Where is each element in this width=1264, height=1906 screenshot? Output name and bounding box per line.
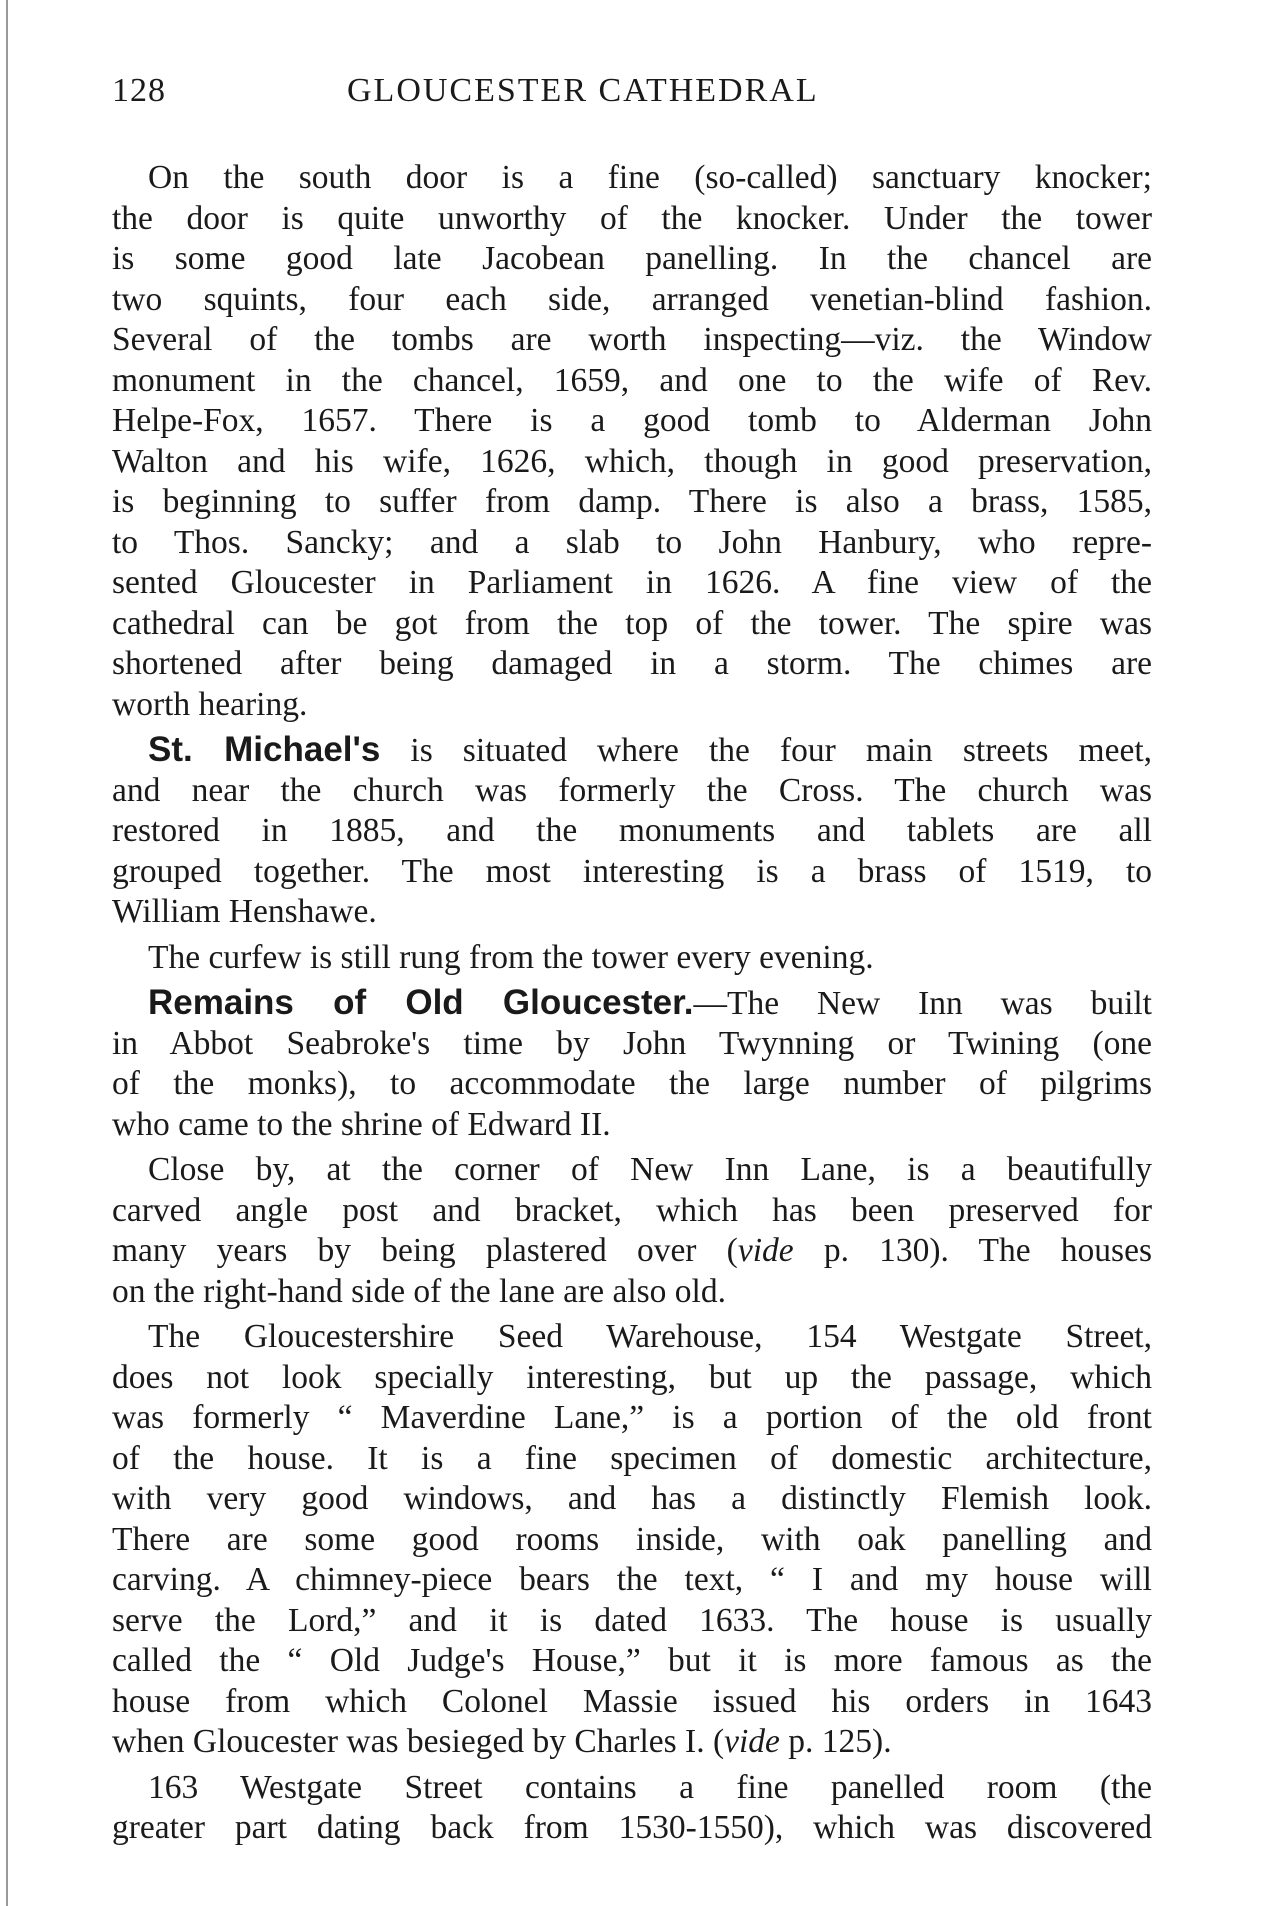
text-run: p. 125). bbox=[779, 1723, 892, 1760]
text-line: with very good windows, and has a distinctly Flemish look. bbox=[112, 1480, 1152, 1517]
paragraph-163-westgate bbox=[112, 1768, 1152, 1849]
text-line: on the right-hand side of the lane are also old. bbox=[112, 1272, 726, 1310]
text-line bbox=[112, 983, 1152, 1024]
paragraph-st-michaels bbox=[112, 730, 1152, 933]
text-run: p. 130). The houses bbox=[793, 1232, 1152, 1269]
text-line: William Henshawe. bbox=[112, 893, 377, 930]
page-header bbox=[112, 72, 1152, 122]
text-line: 163 Westgate Street contains a fine panelled room (the bbox=[148, 1768, 1152, 1806]
text-line bbox=[112, 1231, 1152, 1272]
text-line: of the monks), to accommodate the large number of pilgrims bbox=[112, 1065, 1152, 1102]
body-text bbox=[112, 158, 1152, 1849]
text-line bbox=[112, 730, 1152, 771]
text-line: greater part dating back from 1530-1550), which was discovered bbox=[112, 1809, 1152, 1846]
text-line: monument in the chancel, 1659, and one to the wife of Rev. bbox=[112, 361, 1152, 399]
text-line: worth hearing. bbox=[112, 685, 308, 723]
text-line: in Abbot Seabroke's time by John Twynning or Twining (one bbox=[112, 1024, 1152, 1062]
text-run: —The New Inn was built bbox=[693, 985, 1152, 1022]
text-line: shortened after being damaged in a storm. The chimes are bbox=[112, 645, 1152, 682]
text-line: There are some good rooms inside, with oak panelling and bbox=[112, 1520, 1152, 1558]
text-line: the door is quite unworthy of the knocker. Under the tower bbox=[112, 199, 1152, 237]
text-line: The curfew is still rung from the tower every evening. bbox=[148, 938, 874, 976]
paragraph-curfew bbox=[112, 938, 1152, 979]
text-run: when Gloucester was besieged by Charles I. ( bbox=[112, 1723, 725, 1760]
text-line: was formerly “ Maverdine Lane,” is a portion of the old front bbox=[112, 1399, 1152, 1436]
text-line: two squints, four each side, arranged venetian-blind fashion. bbox=[112, 280, 1152, 318]
text-line: Several of the tombs are worth inspecting—viz. the Window bbox=[112, 321, 1152, 358]
text-line: The Gloucestershire Seed Warehouse, 154 Westgate Street, bbox=[148, 1318, 1152, 1355]
text-line: sented Gloucester in Parliament in 1626. A fine view of the bbox=[112, 564, 1152, 601]
paragraph-remains bbox=[112, 983, 1152, 1145]
text-run: many years by being plastered over ( bbox=[112, 1232, 738, 1269]
text-line: is beginning to suffer from damp. There is also a brass, 1585, bbox=[112, 483, 1152, 520]
text-line: who came to the shrine of Edward II. bbox=[112, 1105, 611, 1143]
text-line: serve the Lord,” and it is dated 1633. The house is usually bbox=[112, 1601, 1152, 1639]
text-line: Helpe-Fox, 1657. There is a good tomb to Alderman John bbox=[112, 402, 1152, 439]
page-edge-line bbox=[6, 0, 8, 1906]
text-line: house from which Colonel Massie issued his orders in 1643 bbox=[112, 1682, 1152, 1720]
text-line: Close by, at the corner of New Inn Lane, is a beautifully bbox=[148, 1151, 1152, 1188]
text-line: carving. A chimney-piece bears the text, “ I and my house will bbox=[112, 1561, 1152, 1598]
text-line bbox=[112, 1722, 1152, 1763]
paragraph-seed-warehouse bbox=[112, 1317, 1152, 1763]
italic-vide: vide bbox=[737, 1232, 794, 1269]
text-line: called the “ Old Judge's House,” but it is more famous as the bbox=[112, 1642, 1152, 1679]
running-title: GLOUCESTER CATHEDRAL bbox=[347, 72, 819, 109]
text-line: of the house. It is a fine specimen of domestic architecture, bbox=[112, 1439, 1152, 1477]
text-line: and near the church was formerly the Cross. The church was bbox=[112, 771, 1152, 809]
text-line: restored in 1885, and the monuments and tablets are all bbox=[112, 812, 1152, 849]
text-line: is some good late Jacobean panelling. In the chancel are bbox=[112, 240, 1152, 277]
text-line: On the south door is a fine (so-called) sanctuary knocker; bbox=[148, 159, 1152, 196]
text-line: Walton and his wife, 1626, which, though in good preservation, bbox=[112, 442, 1152, 480]
section-heading-st-michaels: St. Michael's bbox=[148, 730, 381, 769]
text-line: carved angle post and bracket, which has been preserved for bbox=[112, 1191, 1152, 1229]
paragraph-south-door bbox=[112, 158, 1152, 725]
paragraph-new-inn-lane bbox=[112, 1150, 1152, 1312]
text-line: grouped together. The most interesting is a brass of 1519, to bbox=[112, 852, 1152, 890]
text-line: cathedral can be got from the top of the tower. The spire was bbox=[112, 604, 1152, 642]
text-line: to Thos. Sancky; and a slab to John Hanbury, who repre- bbox=[112, 523, 1152, 561]
text-line: does not look specially interesting, but up the passage, which bbox=[112, 1358, 1152, 1396]
section-heading-remains: Remains of Old Gloucester. bbox=[148, 983, 694, 1022]
page-number: 128 bbox=[112, 72, 166, 109]
italic-vide: vide bbox=[724, 1723, 780, 1760]
text-run: is situated where the four main streets meet, bbox=[410, 732, 1152, 769]
